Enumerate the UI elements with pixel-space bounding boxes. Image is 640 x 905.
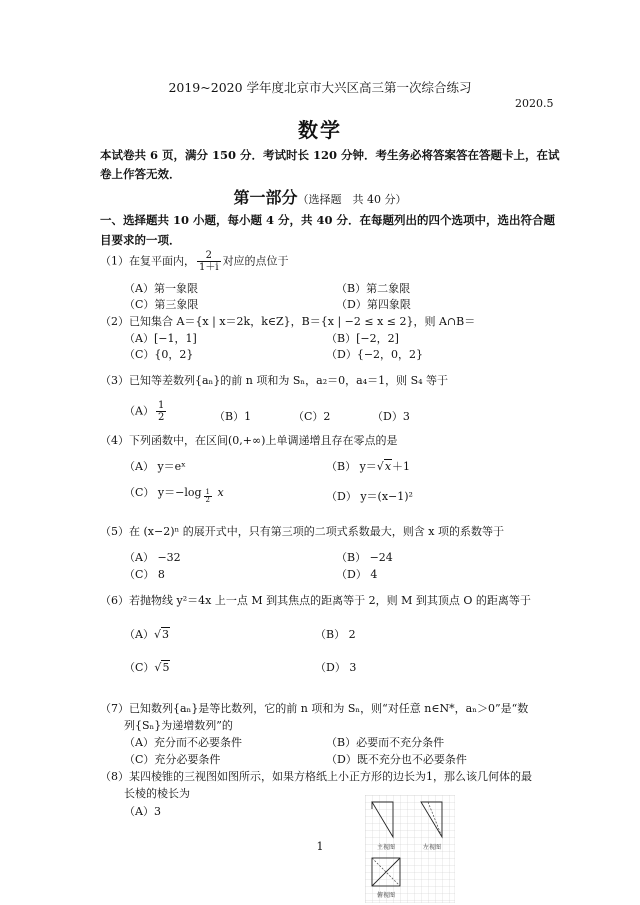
top-view-label: 俯视图 xyxy=(377,892,396,899)
q1-post: 对应的点位于 xyxy=(222,254,289,268)
page-number: 1 xyxy=(316,840,324,853)
part-title: 第一部分 xyxy=(233,188,298,207)
subject-title: 数学 xyxy=(298,118,342,142)
q2-option-b: （B）[−2，2] xyxy=(326,332,399,345)
q4-option-b-post: ＋1 xyxy=(392,460,411,473)
question-1 xyxy=(100,250,289,273)
q3-option-a-fraction xyxy=(156,400,166,423)
q1-option-b: （B）第二象限 xyxy=(336,282,411,295)
q4-log-base-num: 1 xyxy=(205,488,210,496)
q2-option-a: （A）[−1，1] xyxy=(124,332,197,345)
q3-option-c: （C）2 xyxy=(293,410,331,423)
q4-option-b xyxy=(326,458,410,474)
q4-option-b-radicand: x xyxy=(384,460,392,473)
q7-option-d: （D）既不充分也不必要条件 xyxy=(326,753,467,766)
q4-option-c xyxy=(124,484,224,504)
q7-option-a: （A）充分而不必要条件 xyxy=(124,736,242,749)
q6-option-a xyxy=(124,626,170,642)
q1-fraction xyxy=(197,250,221,273)
sqrt-symbol: √ xyxy=(153,628,161,641)
q7-option-b: （B）必要而不充分条件 xyxy=(326,736,445,749)
q3-a-denominator: 2 xyxy=(157,412,165,423)
q1-option-d: （D）第四象限 xyxy=(336,298,411,311)
q4-option-c-label: （C） y＝−log xyxy=(124,486,202,499)
q3-a-numerator: 1 xyxy=(157,400,165,411)
q6-option-c-label: （C） xyxy=(124,661,155,674)
part-note: （选择题 共 40 分） xyxy=(297,193,407,206)
q4-log-base xyxy=(204,489,212,504)
question-6: （6）若抛物线 y²＝4x 上一点 M 到其焦点的距离等于 2，则 M 到其顶点 O 的距离等于 xyxy=(100,594,531,607)
q3-option-b: （B）1 xyxy=(214,410,252,423)
q4-option-a: （A） y＝eˣ xyxy=(124,460,186,473)
q4-option-b-label: （B） y＝ xyxy=(326,460,377,473)
front-view-label: 主视图 xyxy=(377,844,396,851)
q5-option-c: （C） 8 xyxy=(124,568,165,581)
section-instructions: 一、选择题共 10 小题，每小题 4 分，共 40 分．在每题列出的四个选项中，选出符合题目要求的一项． xyxy=(100,213,556,247)
question-5: （5）在 (x−2)ⁿ 的展开式中，只有第三项的二项式系数最大，则含 x 项的系数等于 xyxy=(100,525,504,538)
q5-option-b: （B） −24 xyxy=(336,551,393,564)
exam-date: 2020.5 xyxy=(515,97,554,110)
q1-denominator: 1＋i xyxy=(199,262,219,273)
q2-option-d: （D）{−2，0，2} xyxy=(326,348,424,361)
sqrt-symbol: √ xyxy=(154,661,162,674)
q1-pre: （1）在复平面内， xyxy=(100,254,195,268)
q1-numerator: 2 xyxy=(197,250,221,262)
q3-option-a-label: （A） xyxy=(124,404,154,418)
question-4: （4）下列函数中，在区间(0,+∞)上单调递增且存在零点的是 xyxy=(100,434,398,447)
exam-instructions: 本试卷共 6 页，满分 150 分．考试时长 120 分钟．考生务必将答案答在答题卡上，在试卷上作答无效． xyxy=(100,148,560,181)
q4-option-d: （D） y＝(x−1)² xyxy=(326,490,413,503)
question-7-line-1: （7）已知数列{aₙ}是等比数列，它的前 n 项和为 Sₙ，则“对任意 n∈N*，aₙ＞0”是“数 xyxy=(100,702,529,715)
q1-option-a: （A）第一象限 xyxy=(124,282,198,295)
question-3: （3）已知等差数列{aₙ}的前 n 项和为 Sₙ，a₂＝0，a₄＝1，则 S₄ 等于 xyxy=(100,374,449,387)
q4-log-base-den: 2 xyxy=(205,496,210,504)
q6-option-a-radicand: 3 xyxy=(161,628,169,641)
question-8-line-2: 长棱的棱长为 xyxy=(124,787,190,800)
q6-option-a-label: （A） xyxy=(124,628,154,641)
side-view-label: 左视图 xyxy=(423,844,442,851)
q5-option-a: （A） −32 xyxy=(124,551,181,564)
exam-title: 2019~2020 学年度北京市大兴区高三第一次综合练习 xyxy=(168,80,472,95)
sqrt-symbol: √ xyxy=(376,460,384,473)
q6-option-c-radicand: 5 xyxy=(162,661,170,674)
q6-option-d: （D） 3 xyxy=(315,661,357,674)
q2-option-c: （C）{0，2} xyxy=(124,348,194,361)
q3-option-d: （D）3 xyxy=(372,410,410,423)
q1-option-c: （C）第三象限 xyxy=(124,298,199,311)
q5-option-d: （D） 4 xyxy=(336,568,378,581)
question-7-line-2: 列{Sₙ}为递增数列”的 xyxy=(124,719,233,732)
q6-option-c xyxy=(124,659,170,675)
q7-option-c: （C）充分必要条件 xyxy=(124,753,221,766)
question-8-line-1: （8）某四棱锥的三视图如图所示，如果方格纸上小正方形的边长为1，那么该几何体的最 xyxy=(100,770,532,783)
part-heading xyxy=(0,185,640,208)
q8-option-a: （A）3 xyxy=(124,805,161,818)
question-2: （2）已知集合 A＝{x | x＝2k，k∈Z}，B＝{x | −2 ≤ x ≤ 2}，则 A∩B＝ xyxy=(100,315,476,328)
q4-option-c-post: x xyxy=(214,486,224,499)
q6-option-b: （B） 2 xyxy=(315,628,356,641)
three-view-figure xyxy=(365,795,455,903)
q3-option-a xyxy=(124,400,168,423)
